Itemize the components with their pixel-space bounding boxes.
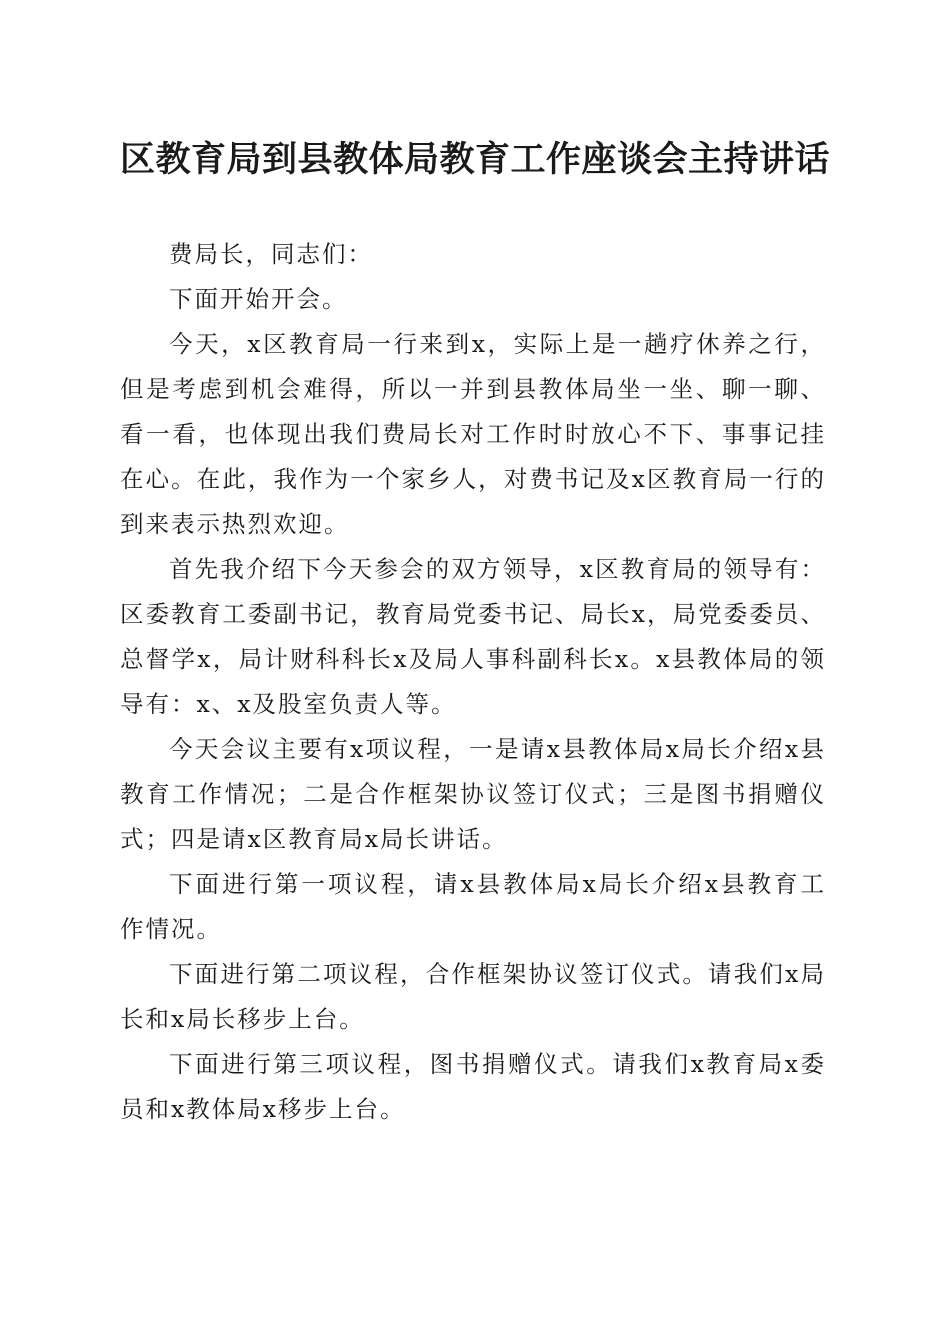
paragraph-welcome: 今天，x区教育局一行来到x，实际上是一趟疗休养之行，但是考虑到机会难得，所以一并到县教体局坐一坐、聊一聊、看一看，也体现出我们费局长对工作时时放心不下、事事记挂在心。在此，我作为一个家乡人，对费书记及x区教育局一行的到来表示热烈欢迎。 [120, 330, 826, 538]
paragraph-salutation: 费局长，同志们： [169, 240, 373, 268]
paragraph-introductions: 首先我介绍下今天参会的双方领导，x区教育局的领导有：区委教育工委副书记，教育局党委书记、局长x，局党委委员、总督学x，局计财科科长x及局人事科副科长x。x县教体局的领导有：x、x及股室负责人等。 [120, 555, 826, 718]
paragraph-agenda: 今天会议主要有x项议程，一是请x县教体局x局长介绍x县教育工作情况；二是合作框架协议签订仪式；三是图书捐赠仪式；四是请x区教育局x局长讲话。 [120, 735, 826, 853]
paragraph-agenda-item-3: 下面进行第三项议程，图书捐赠仪式。请我们x教育局x委员和x教体局x移步上台。 [120, 1050, 826, 1123]
document-body [120, 232, 826, 1132]
paragraph-agenda-item-2: 下面进行第二项议程，合作框架协议签订仪式。请我们x局长和x局长移步上台。 [120, 960, 826, 1033]
paragraph-agenda-item-1: 下面进行第一项议程，请x县教体局x局长介绍x县教育工作情况。 [120, 870, 826, 943]
document-title: 区教育局到县教体局教育工作座谈会主持讲话 [119, 139, 830, 180]
paragraph-opening: 下面开始开会。 [169, 285, 348, 313]
